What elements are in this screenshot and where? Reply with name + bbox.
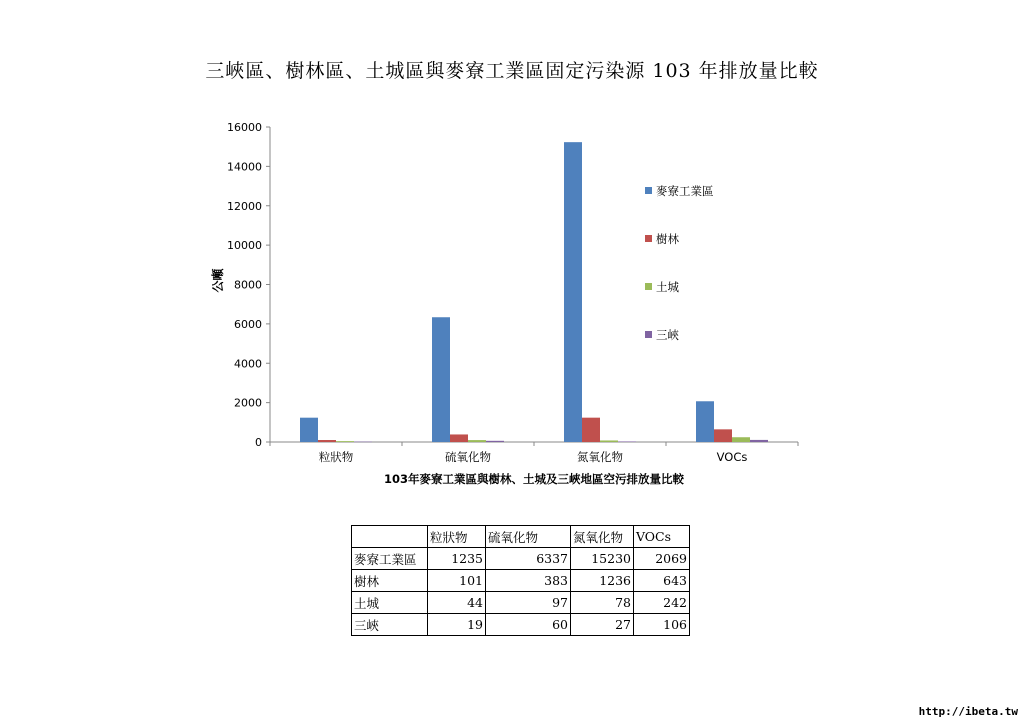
legend-label: 土城 [656,280,679,294]
table-cell: 643 [634,570,690,592]
y-tick-label: 16000 [227,121,262,134]
table-cell: 1236 [571,570,634,592]
y-tick-label: 14000 [227,160,262,174]
table-row [352,548,690,570]
table-cell: 242 [634,592,690,614]
bar [318,440,336,442]
table-cell: 106 [634,614,690,636]
table-header-cell: 粒狀物 [428,526,486,548]
table-cell: 97 [486,592,571,614]
table-cell: 101 [428,570,486,592]
table-row-label: 樹林 [352,570,428,592]
y-tick-label: 6000 [234,317,262,331]
y-tick-label: 12000 [227,199,262,213]
x-axis-label: 103年麥寮工業區與樹林、土城及三峽地區空污排放量比較 [383,472,685,486]
watermark: http://ibeta.tw [918,705,1018,718]
emissions-data-table [351,525,690,636]
table-cell: 1235 [428,548,486,570]
bar [582,418,600,442]
table-row-label: 麥寮工業區 [352,548,428,570]
table-cell: 27 [571,614,634,636]
x-tick-label: 硫氧化物 [445,450,491,464]
bar [300,418,318,442]
bar [600,440,618,442]
legend-swatch [645,235,652,242]
table-cell: 19 [428,614,486,636]
legend-swatch [645,187,652,194]
bar [468,440,486,442]
legend-swatch [645,283,652,290]
x-tick-label: VOCs [716,450,748,464]
bar [336,441,354,442]
bar [486,441,504,442]
table-corner-cell [352,526,428,548]
y-tick-label: 4000 [234,357,262,371]
y-tick-label: 10000 [227,239,262,253]
bar [696,401,714,442]
bar [732,437,750,442]
table-cell: 2069 [634,548,690,570]
table-row-label: 土城 [352,592,428,614]
table-row [352,570,690,592]
table-cell: 44 [428,592,486,614]
bar [714,429,732,442]
table-cell: 60 [486,614,571,636]
bar [432,317,450,442]
table-row [352,592,690,614]
table-header-cell: VOCs [634,526,690,548]
y-tick-label: 8000 [234,278,262,292]
table-row-label: 三峽 [352,614,428,636]
legend-label: 麥寮工業區 [656,184,714,198]
table-cell: 383 [486,570,571,592]
legend-swatch [645,331,652,338]
y-axis-label: 公噸 [211,268,225,293]
y-tick-label: 2000 [234,396,262,410]
bar [618,441,636,442]
table-cell: 78 [571,592,634,614]
bar [564,142,582,442]
table-header-cell: 硫氧化物 [486,526,571,548]
y-tick-label: 0 [255,436,262,449]
page-title: 三峽區、樹林區、土城區與麥寮工業區固定污染源 103 年排放量比較 [205,60,819,82]
table-header-row [352,526,690,548]
x-tick-label: 氮氧化物 [577,450,623,464]
table-cell: 15230 [571,548,634,570]
x-tick-label: 粒狀物 [318,450,354,464]
bar [750,440,768,442]
table-cell: 6337 [486,548,571,570]
table-row [352,614,690,636]
table-header-cell: 氮氧化物 [571,526,634,548]
bar [450,434,468,442]
legend-label: 樹林 [656,232,679,246]
legend-label: 三峽 [656,328,679,342]
bar [354,442,372,443]
